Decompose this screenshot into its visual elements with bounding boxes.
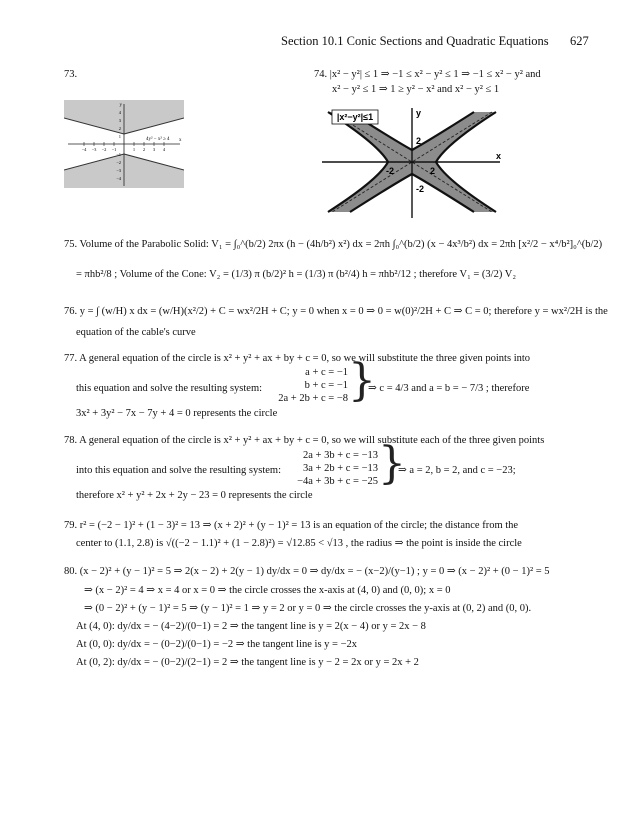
problem-76-line2: equation of the cable's curve [76,327,196,338]
problem-74-line1: 74. |x² − y²| ≤ 1 ⇒ −1 ≤ x² − y² ≤ 1 ⇒ −1 ≤ x² − y² and [314,69,541,80]
system-78-eq2: 3a + 2b + c = −13 [302,463,378,474]
problem-80-line6: At (0, 2): dy/dx = − (0−2)/(2−1) = 2 ⇒ the tangent line is y − 2 = 2x or y = 2x + 2 [76,657,419,668]
system-77-eq2: b + c = −1 [304,380,348,391]
problem-78-line2: into this equation and solve the resulting system: [76,465,282,476]
fig73-ytick: −1 [116,152,121,157]
problem-77-line1: 77. A general equation of the circle is x² + y² + ax + by + c = 0, so we will substitute the three given points into [64,353,531,364]
fig73-y-label: y [119,103,122,108]
fig74-tick-x-neg: -2 [386,166,395,176]
fig74-y-label: y [416,108,422,118]
section-title: Section 10.1 Conic Sections and Quadratic Equations [281,34,549,48]
fig73-xtick: −2 [101,147,107,152]
fig73-x-label: x [179,138,182,143]
fig73-xtick: 3 [152,147,156,152]
fig74-label: |x²−y²|≤1 [336,112,374,122]
fig74-tick-x-pos: 2 [430,166,436,176]
problem-79-line1: 79. r² = (−2 − 1)² + (1 − 3)² = 13 ⇒ (x + 2)² + (y − 1)² = 13 is an equation of the circle; the distance from the [64,520,519,531]
fig73-ytick: 4 [118,110,121,115]
problem-78-line1: 78. A general equation of the circle is x² + y² + ax + by + c = 0, so we will substitute each of the three given points [64,435,545,446]
system-77-eq1: a + c = −1 [305,367,348,378]
problem-80-line2: ⇒ (x − 2)² = 4 ⇒ x = 4 or x = 0 ⇒ the circle crosses the x-axis at (4, 0) and (0, 0); x = 0 [84,585,451,596]
fig73-ytick: 2 [118,126,121,131]
fig74-x-label: x [495,151,501,161]
fig73-ytick: −4 [116,176,121,181]
problem-80-line1: 80. (x − 2)² + (y − 1)² = 5 ⇒ 2(x − 2) + 2(y − 1) dy/dx = 0 ⇒ dy/dx = − (x−2)/(y−1) ; y = 0 ⇒ (x − 2)² + (0 − 1)² = 5 [64,566,550,577]
fig73-xtick: 1 [132,147,136,152]
problem-75-line1: 75. Volume of the Parabolic Solid: V₁ = ∫₀^(b/2) 2πx (h − (4h/b²) x²) dx = 2πh ∫₀^(b/2) (x − 4x³/b²) dx = 2πh [x²/2 − x⁴/b²]₀^(b/2) [64,239,603,250]
problem-80-line3: ⇒ (0 − 2)² + (y − 1)² = 5 ⇒ (y − 1)² = 1 ⇒ y = 2 or y = 0 ⇒ the circle crosses the y-axis at (0, 2) and (0, 0). [84,603,532,614]
fig73-equation: 4y² − x² ≥ 4 [146,137,170,142]
problem-78-line3: therefore x² + y² + 2x + 2y − 23 = 0 represents the circle [76,490,313,501]
fig73-ytick: −3 [116,168,121,173]
fig73-ytick: 1 [118,134,121,139]
fig73-xtick: −1 [111,147,117,152]
fig74-tick-y-neg: -2 [416,184,425,194]
fig73-xtick: 4 [162,147,166,152]
fig73-xtick: 2 [142,147,146,152]
problem-77-line2: this equation and solve the resulting system: [76,383,263,394]
page-number: 627 [570,34,589,48]
fig73-xtick: −3 [91,147,97,152]
problem-80-line5: At (0, 0): dy/dx = − (0−2)/(0−1) = −2 ⇒ the tangent line is y = −2x [76,639,358,650]
problem-73-number: 73. [64,69,78,80]
fig74-tick-y-pos: 2 [416,136,422,146]
system-78-eq3: −4a + 3b + c = −25 [297,476,378,487]
system-77 [258,366,348,405]
fig73-xtick: −4 [81,147,87,152]
problem-78-result: ⇒ a = 2, b = 2, and c = −23; [398,465,516,476]
problem-77-result: ⇒ c = 4/3 and a = b = − 7/3 ; therefore [368,383,530,394]
system-78 [268,449,378,488]
system-77-eq3: 2a + 2b + c = −8 [278,393,348,404]
system-78-brace: } [378,438,406,489]
fig73-ytick: −2 [116,160,121,165]
problem-74-line2: x² − y² ≤ 1 ⇒ 1 ≥ y² − x² and x² − y² ≤ 1 [332,84,500,95]
figure-74-hyperbola-band [318,104,506,220]
fig73-ytick: 3 [118,118,121,123]
system-77-brace: } [348,355,376,406]
figure-73-hyperbola-region [64,100,184,188]
problem-80-line4: At (4, 0): dy/dx = − (4−2)/(0−1) = 2 ⇒ the tangent line is y = 2(x − 4) or y = 2x − 8 [76,621,426,632]
problem-77-line3: 3x² + 3y² − 7x − 7y + 4 = 0 represents the circle [76,408,278,419]
problem-75-line2: = πhb²/8 ; Volume of the Cone: V₂ = (1/3) π (b/2)² h = (1/3) π (b²/4) h = πhb²/12 ; therefore V₁ = (3/2) V₂ [76,269,516,280]
problem-76-line1: 76. y = ∫ (w/H) x dx = (w/H)(x²/2) + C = wx²/2H + C; y = 0 when x = 0 ⇒ 0 = w(0)²/2H + C ⇒ C = 0; therefore y = wx²/2H is the [64,306,608,317]
problem-79-line2: center to (1.1, 2.8) is √((−2 − 1.1)² + (1 − 2.8)²) = √12.85 < √13 , the radius ⇒ the point is inside the circle [76,538,522,549]
system-78-eq1: 2a + 3b + c = −13 [302,450,378,461]
